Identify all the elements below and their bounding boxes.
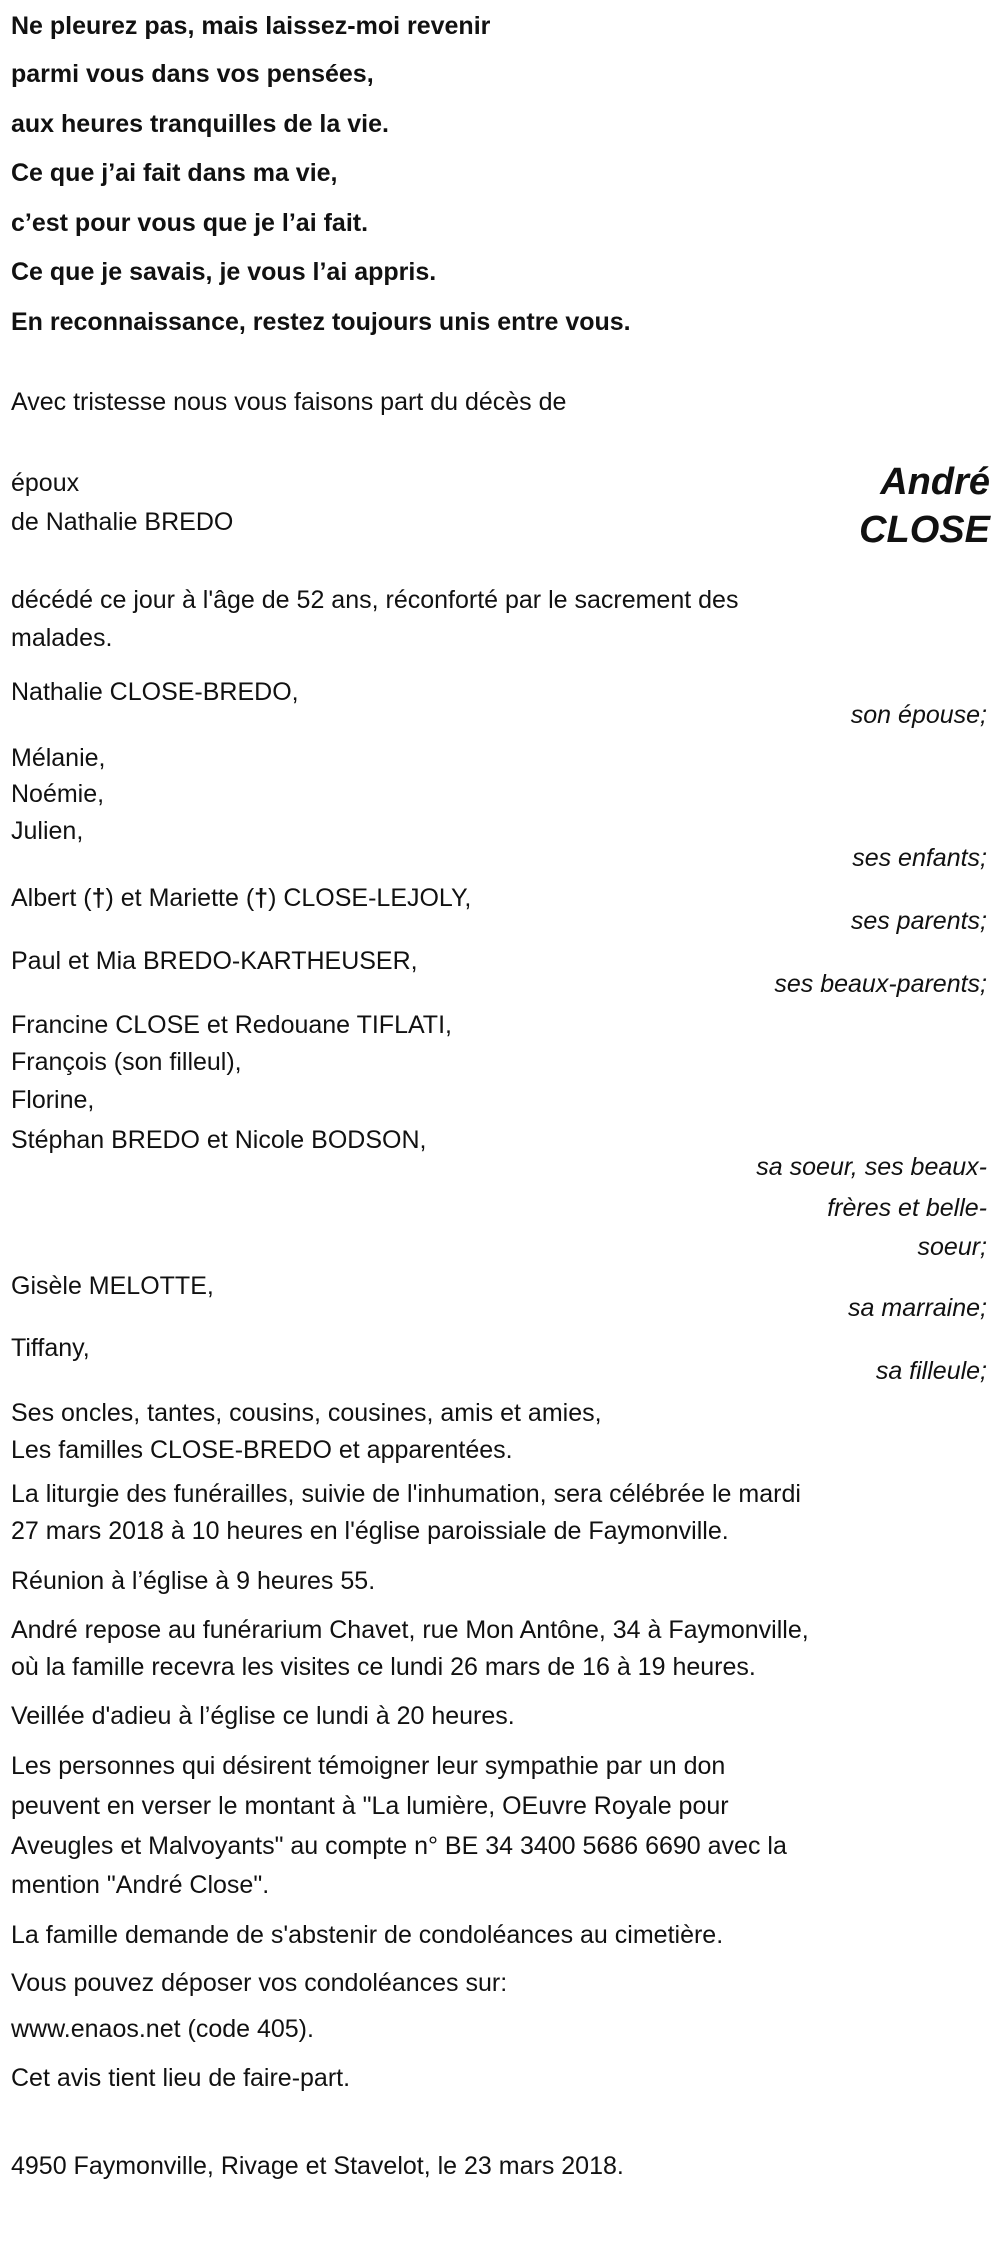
family-member: Francine CLOSE et Redouane TIFLATI,: [11, 1011, 452, 1039]
detail-text: Veillée d'adieu à l’église ce lundi à 20 heures.: [11, 1702, 515, 1730]
parents-text: ) CLOSE-LEJOLY,: [268, 884, 472, 912]
family-member: Julien,: [11, 817, 84, 845]
family-member: Paul et Mia BREDO-KARTHEUSER,: [11, 947, 418, 975]
poem-line: En reconnaissance, restez toujours unis entre vous.: [11, 308, 631, 336]
detail-text: Cet avis tient lieu de faire-part.: [11, 2064, 351, 2092]
parents-text: Albert (: [11, 884, 92, 912]
detail-text: Vous pouvez déposer vos condoléances sur:: [11, 1969, 508, 1997]
poem-line: Ce que je savais, je vous l’ai appris.: [11, 258, 437, 286]
relation-label: soeur;: [917, 1233, 987, 1261]
relation-label: frères et belle-: [827, 1194, 987, 1222]
relation-label: ses parents;: [850, 907, 987, 935]
poem-line: Ne pleurez pas, mais laissez-moi revenir: [11, 12, 491, 40]
family-member: [11, 883, 471, 913]
death-text: malades.: [11, 624, 113, 652]
parents-text: ) et Mariette (: [105, 884, 255, 912]
poem-line: c’est pour vous que je l’ai fait.: [11, 209, 369, 237]
cross-icon: †: [91, 884, 106, 912]
relation-label: son épouse;: [850, 701, 987, 729]
detail-text: mention "André Close".: [11, 1871, 270, 1899]
family-member: Noémie,: [11, 780, 105, 808]
relation-label: ses beaux-parents;: [774, 970, 987, 998]
condolence-link[interactable]: www.enaos.net (code 405).: [11, 2015, 314, 2043]
detail-text: où la famille recevra les visites ce lundi 26 mars de 16 à 19 heures.: [11, 1653, 756, 1681]
detail-text: Réunion à l’église à 9 heures 55.: [11, 1567, 376, 1595]
detail-text: André repose au funérarium Chavet, rue Mon Antône, 34 à Faymonville,: [11, 1616, 809, 1644]
deceased-last-name: CLOSE: [859, 509, 990, 551]
family-member: Florine,: [11, 1086, 95, 1114]
family-member: Stéphan BREDO et Nicole BODSON,: [11, 1126, 427, 1154]
death-text: décédé ce jour à l'âge de 52 ans, réconforté par le sacrement des: [11, 586, 739, 614]
family-member: Tiffany,: [11, 1334, 90, 1362]
spouse-line: de Nathalie BREDO: [11, 508, 234, 536]
cross-icon: †: [254, 884, 269, 912]
intro-text: Avec tristesse nous vous faisons part du décès de: [11, 388, 567, 416]
spouse-line: époux: [11, 469, 80, 497]
detail-text: Les personnes qui désirent témoigner leur sympathie par un don: [11, 1752, 726, 1780]
family-member: Gisèle MELOTTE,: [11, 1272, 214, 1300]
detail-text: 27 mars 2018 à 10 heures en l'église paroissiale de Faymonville.: [11, 1517, 729, 1545]
poem-line: aux heures tranquilles de la vie.: [11, 110, 389, 138]
poem-line: parmi vous dans vos pensées,: [11, 60, 374, 88]
relation-label: sa soeur, ses beaux-: [756, 1153, 987, 1181]
relation-label: sa marraine;: [848, 1294, 987, 1322]
family-member: François (son filleul),: [11, 1048, 242, 1076]
detail-text: La famille demande de s'abstenir de condoléances au cimetière.: [11, 1921, 724, 1949]
place-date: 4950 Faymonville, Rivage et Stavelot, le 23 mars 2018.: [11, 2152, 624, 2180]
family-others: Les familles CLOSE-BREDO et apparentées.: [11, 1436, 513, 1464]
poem-line: Ce que j’ai fait dans ma vie,: [11, 159, 338, 187]
relation-label: sa filleule;: [875, 1357, 987, 1385]
family-member: Mélanie,: [11, 744, 106, 772]
detail-text: peuvent en verser le montant à "La lumière, OEuvre Royale pour: [11, 1792, 729, 1820]
relation-label: ses enfants;: [852, 844, 987, 872]
deceased-first-name: André: [880, 461, 990, 503]
detail-text: La liturgie des funérailles, suivie de l'inhumation, sera célébrée le mardi: [11, 1480, 801, 1508]
family-others: Ses oncles, tantes, cousins, cousines, amis et amies,: [11, 1399, 602, 1427]
family-member: Nathalie CLOSE-BREDO,: [11, 678, 299, 706]
detail-text: Aveugles et Malvoyants" au compte n° BE 34 3400 5686 6690 avec la: [11, 1832, 787, 1860]
